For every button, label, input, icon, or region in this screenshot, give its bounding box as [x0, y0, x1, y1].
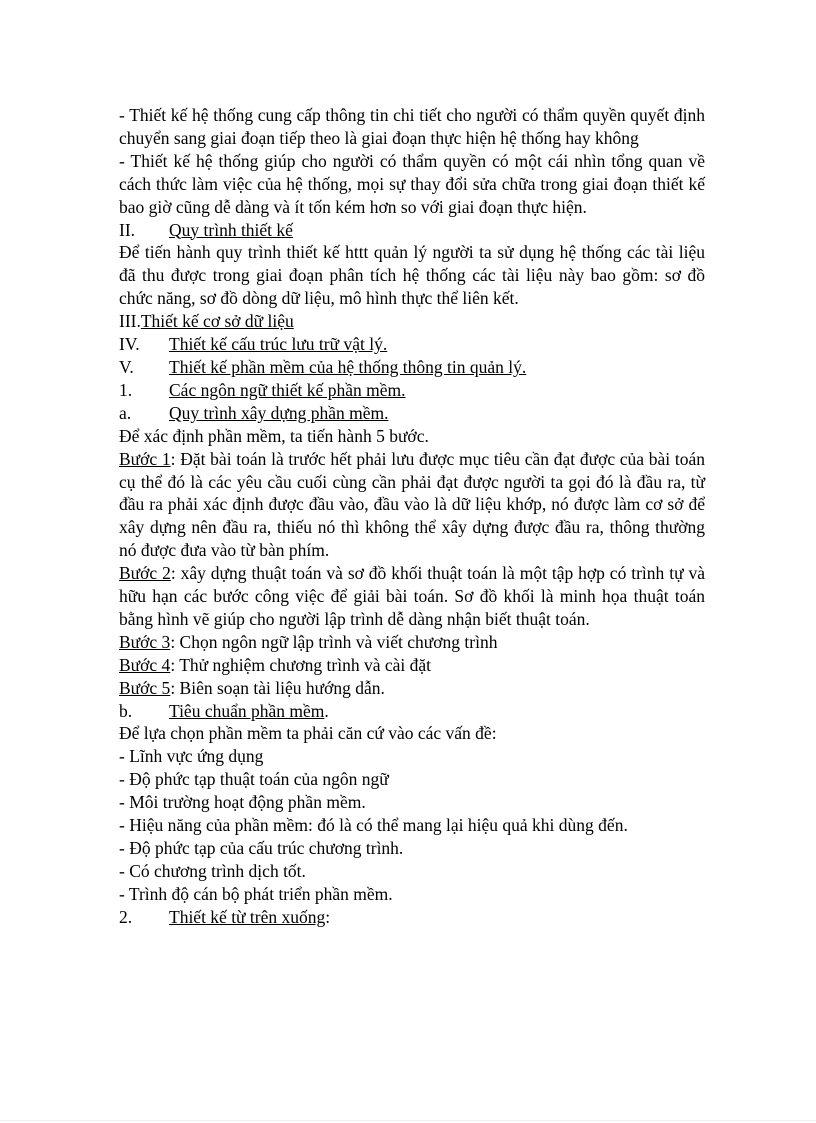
step-text: : Biên soạn tài liệu hướng dẫn.	[170, 677, 385, 698]
intro-paragraph-2: - Thiết kế hệ thống giúp cho người có thẩm quyền có một cái nhìn tổng quan về cách thức làm việc của hệ thống, mọi sự thay đổi sửa chữa trong giai đoạn thiết kế bao giờ cũng dễ dàng và ít tốn kém hơn so với giai đoạn thực hiện.	[119, 150, 705, 217]
step-paragraph	[119, 631, 705, 654]
section-5-heading	[119, 356, 705, 379]
subsection-number: a.	[119, 402, 132, 423]
section-number: V.	[119, 356, 134, 377]
intro-paragraph-1: - Thiết kế hệ thống cung cấp thông tin chi tiết cho người có thẩm quyền quyết định chuyển sang giai đoạn tiếp theo là giai đoạn thực hiện hệ thống hay không	[119, 105, 705, 148]
subsection-2-heading	[119, 906, 705, 929]
step-label: Bước 1	[119, 448, 171, 469]
step-label: Bước 5	[119, 677, 171, 698]
step-paragraph	[119, 448, 705, 563]
step-text: : Thử nghiệm chương trình và cài đặt	[170, 654, 432, 675]
section-title: Thiết kế phần mềm của hệ thống thông tin quản lý.	[169, 356, 527, 377]
section-4-heading	[119, 333, 705, 356]
step-paragraph	[119, 654, 705, 677]
section-title: Quy trình thiết kế	[169, 219, 293, 240]
section-3-heading	[119, 310, 705, 333]
subsection-title-wrap	[169, 906, 330, 929]
criteria-item: - Lĩnh vực ứng dụng	[119, 746, 264, 767]
step-text: : xây dựng thuật toán và sơ đồ khối thuật toán là một tập hợp có trình tự và hữu hạn các bước công việc để giải bài toán. Sơ đồ khối là minh họa thuật toán bằng hình vẽ giúp cho người lập trình dễ dàng nhận biết thuật toán.	[119, 563, 705, 629]
criteria-item: - Độ phức tạp thuật toán của ngôn ngữ	[119, 769, 389, 790]
section-number: IV.	[119, 334, 140, 355]
section-title: Thiết kế cơ sở dữ liệu	[140, 311, 294, 332]
subsection-b-intro: Để lựa chọn phần mềm ta phải căn cứ vào các vấn đề:	[119, 723, 497, 744]
subsection-number: b.	[119, 700, 133, 721]
section-number: II.	[119, 219, 136, 240]
step-label: Bước 2	[119, 563, 171, 584]
criteria-item: - Trình độ cán bộ phát triển phần mềm.	[119, 883, 393, 904]
section-2-paragraph: Để tiến hành quy trình thiết kế httt quản lý người ta sử dụng hệ thống các tài liệu đã thu được trong giai đoạn phân tích hệ thống các tài liệu này bao gồm: sơ đồ chức năng, sơ đồ dòng dữ liệu, mô hình thực thể liên kết.	[119, 242, 705, 309]
step-label: Bước 4	[119, 654, 171, 675]
step-paragraph	[119, 562, 705, 631]
subsection-title: Thiết kế từ trên xuống	[169, 906, 326, 927]
page-bottom-edge	[0, 1120, 816, 1121]
criteria-item: - Độ phức tạp của cấu trúc chương trình.	[119, 838, 404, 858]
subsection-title-wrap	[169, 700, 329, 723]
criteria-item: - Hiệu năng của phần mềm: đó là có thể mang lại hiệu quả khi dùng đến.	[119, 815, 628, 836]
subsection-title: Quy trình xây dựng phần mềm.	[169, 402, 389, 423]
subsection-title: Các ngôn ngữ thiết kế phần mềm.	[169, 379, 406, 400]
subsection-a-heading	[119, 402, 705, 425]
subsection-a-intro: Để xác định phần mềm, ta tiến hành 5 bước.	[119, 425, 429, 446]
section-number: III.	[119, 311, 141, 332]
subsection-title-tail: .	[324, 700, 329, 721]
step-label: Bước 3	[119, 631, 171, 652]
section-2-heading	[119, 219, 705, 242]
criteria-item: - Có chương trình dịch tốt.	[119, 860, 306, 881]
step-text: : Đặt bài toán là trước hết phải lưu được mục tiêu cần đạt được của bài toán cụ thể đó là các yêu cầu cuối cùng cần phải đạt được người ta gọi đó là đầu ra, từ đầu ra phải xác định được đầu vào, đầu vào là dữ liệu khớp, nó được làm cơ sở để xây dựng nên đầu ra, thiếu nó thì không thể xây dựng được đầu ra, thông thường nó được đưa vào từ bàn phím.	[119, 448, 705, 561]
subsection-number: 1.	[119, 379, 133, 400]
criteria-item: - Môi trường hoạt động phần mềm.	[119, 792, 366, 813]
section-title: Thiết kế cấu trúc lưu trữ vật lý.	[169, 334, 388, 355]
step-paragraph	[119, 677, 705, 700]
document-body	[119, 104, 705, 929]
subsection-b-heading	[119, 700, 705, 723]
subsection-title: Tiêu chuẩn phần mềm	[169, 700, 325, 721]
subsection-1-heading	[119, 379, 705, 402]
subsection-title-tail: :	[325, 906, 331, 927]
subsection-number: 2.	[119, 906, 133, 927]
step-text: : Chọn ngôn ngữ lập trình và viết chương trình	[170, 631, 498, 652]
